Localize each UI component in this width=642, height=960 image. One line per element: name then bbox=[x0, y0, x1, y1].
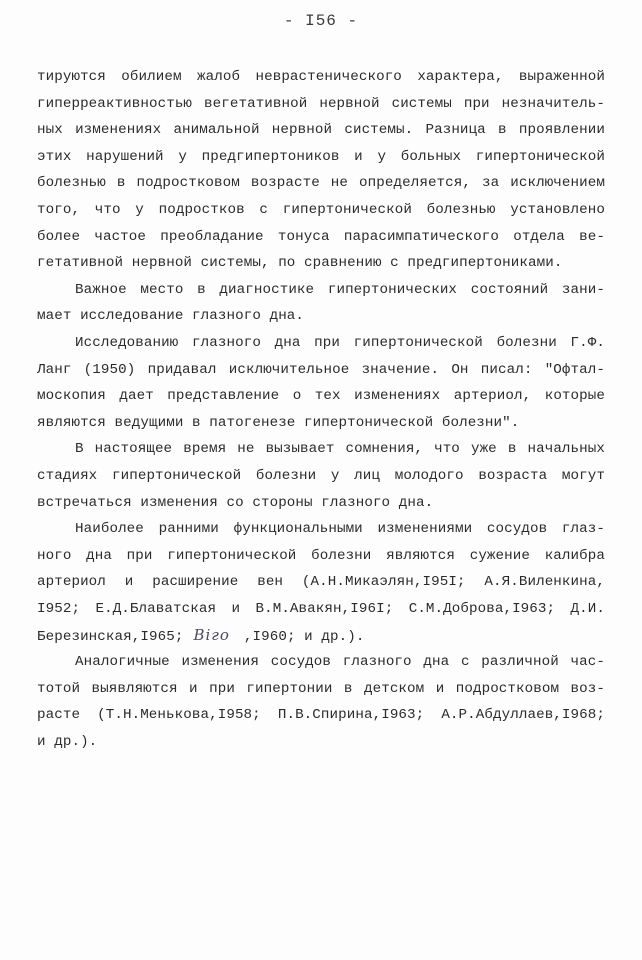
text-line: расте (Т.Н.Менькова,I958; П.В.Спирина,I963; А.Р.Абдуллаев,I968; bbox=[37, 707, 605, 724]
text-fragment: Березинская,I965; bbox=[37, 629, 184, 646]
text-line: Ланг (1950) придавал исключительное значение. Он писал: "Офтал- bbox=[37, 361, 605, 378]
text-line: артериол и расширение вен (А.Н.Микаэлян,I95I; А.Я.Виленкина, bbox=[37, 574, 605, 591]
text-line-with-handwriting bbox=[37, 622, 605, 649]
text-line: встречаться изменения со стороны глазного дна. bbox=[37, 494, 434, 511]
text-line: являются ведущими в патогенезе гипертонической болезни". bbox=[37, 414, 520, 431]
text-line: того, что у подростков с гипертонической болезнью установлено bbox=[37, 201, 605, 218]
text-line: ного дна при гипертонической болезни являются сужение калибра bbox=[37, 547, 605, 564]
text-line: тируются обилием жалоб неврастенического характера, выраженной bbox=[37, 69, 605, 85]
text-line: Аналогичные изменения сосудов глазного дна с различной час- bbox=[75, 654, 605, 671]
text-line: и др.). bbox=[37, 733, 98, 750]
text-line: болезнью в подростковом возрасте не определяется, за исключением bbox=[37, 175, 605, 192]
text-line: Важное место в диагностике гипертонических состояний зани- bbox=[75, 281, 605, 298]
text-line: гетативной нервной системы, по сравнению с предгипертониками. bbox=[37, 255, 563, 272]
text-line: тотой выявляются и при гипертонии в детском и подростковом воз- bbox=[37, 680, 605, 697]
text-line: этих нарушений у предгипертоников и у больных гипертонической bbox=[37, 148, 605, 165]
text-fragment: ,I960; и др.). bbox=[243, 629, 365, 646]
text-line: Наиболее ранними функциональными изменениями сосудов глаз- bbox=[75, 521, 605, 538]
text-line: москопия дает представление о тех изменениях артериол, которые bbox=[37, 388, 605, 405]
text-line: В настоящее время не вызывает сомнения, что уже в начальных bbox=[75, 441, 605, 458]
text-line: стадиях гипертонической болезни у лиц молодого возраста могут bbox=[37, 467, 605, 484]
text-line: I952; Е.Д.Блаватская и В.М.Авакян,I96I; С.М.Доброва,I963; Д.И. bbox=[37, 600, 605, 617]
text-line: гиперреактивностью вегетативной нервной системы при незначитель- bbox=[37, 95, 605, 112]
text-line: мает исследование глазного дна. bbox=[37, 308, 305, 325]
text-line: ных изменениях анимальной нервной системы. Разница в проявлении bbox=[37, 122, 605, 139]
text-line: более частое преобладание тонуса парасимпатического отдела ве- bbox=[37, 228, 605, 245]
text-line: Исследованию глазного дна при гипертонической болезни Г.Ф. bbox=[75, 334, 605, 351]
page-number: - I56 - bbox=[283, 12, 359, 30]
body-text bbox=[37, 64, 605, 755]
handwritten-author-name: Віго bbox=[193, 626, 230, 645]
